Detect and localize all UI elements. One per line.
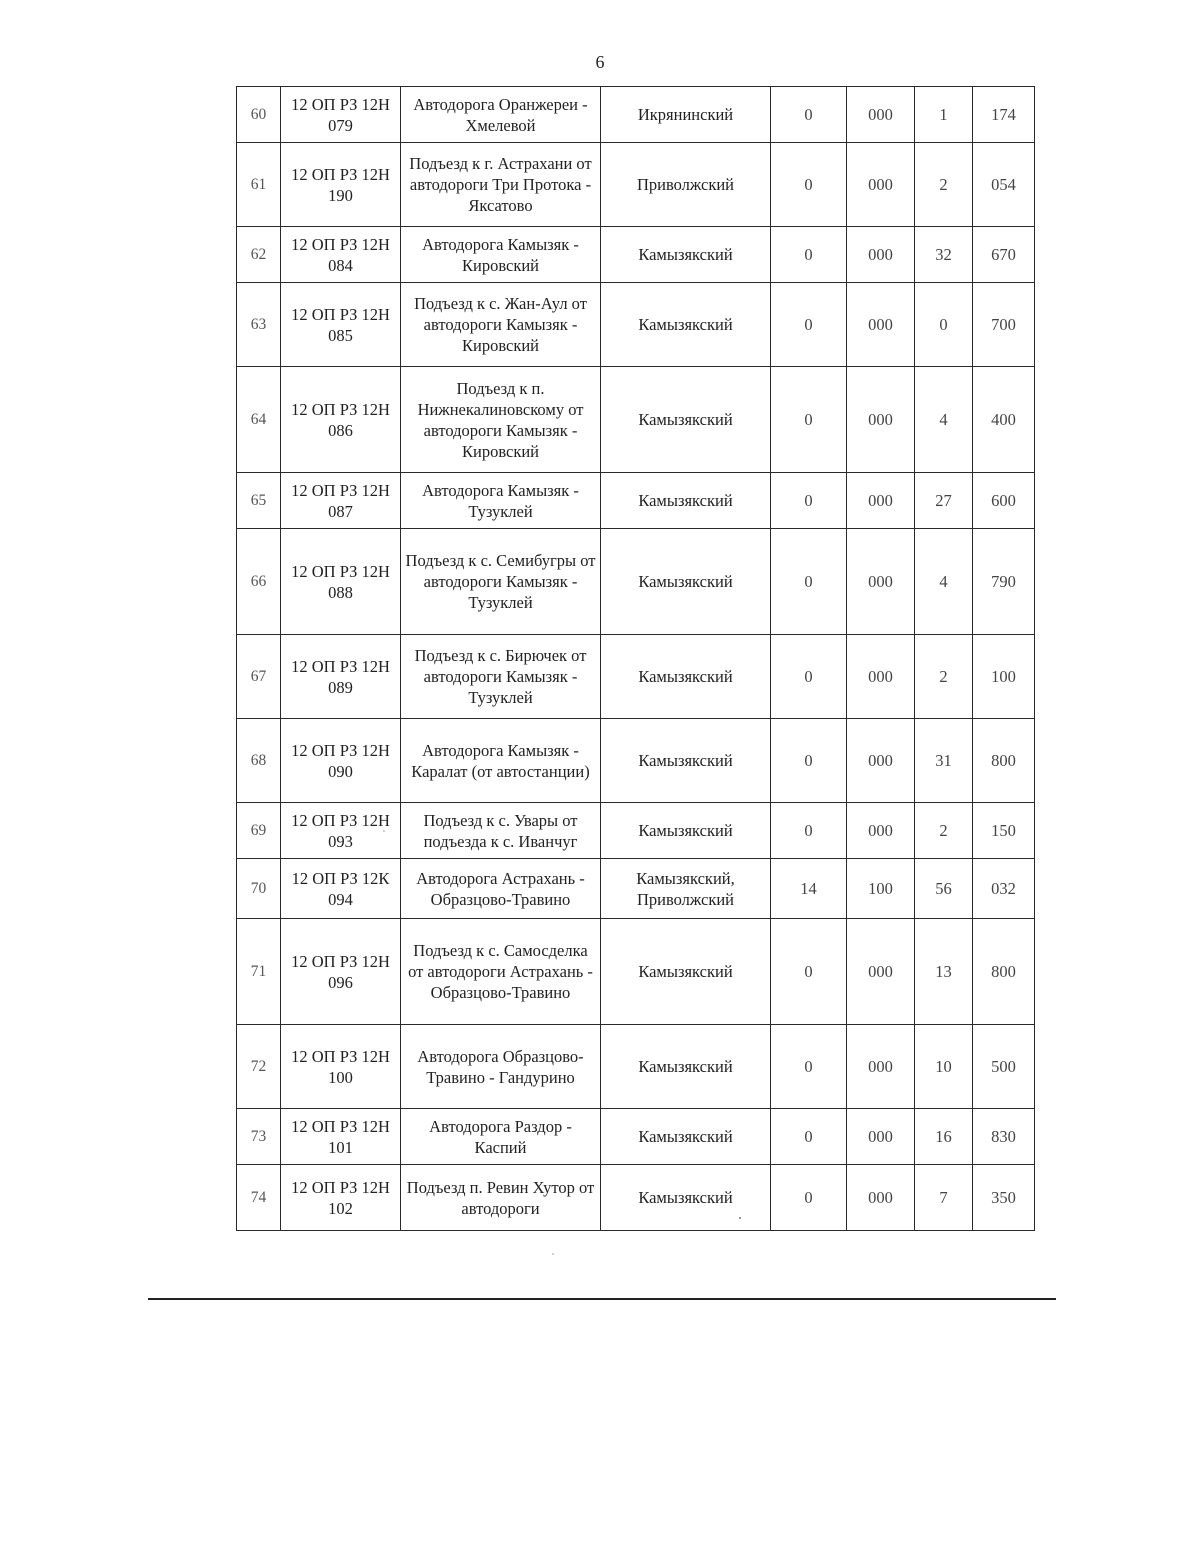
road-code: 12 ОП РЗ 12Н 086 bbox=[281, 367, 401, 473]
start-km: 0 bbox=[771, 87, 847, 143]
length-m: 700 bbox=[973, 283, 1035, 367]
road-name: Подъезд п. Ревин Хутор от автодороги bbox=[401, 1165, 601, 1231]
row-number: 73 bbox=[237, 1109, 281, 1165]
start-m: 000 bbox=[847, 283, 915, 367]
row-number: 62 bbox=[237, 227, 281, 283]
length-m: 032 bbox=[973, 859, 1035, 919]
length-km: 4 bbox=[915, 529, 973, 635]
length-km: 2 bbox=[915, 635, 973, 719]
start-km: 0 bbox=[771, 473, 847, 529]
table-row bbox=[237, 919, 1035, 1025]
length-km: 16 bbox=[915, 1109, 973, 1165]
footer-rule bbox=[148, 1298, 1056, 1300]
road-name: Подъезд к с. Жан-Аул от автодороги Камызяк - Кировский bbox=[401, 283, 601, 367]
start-km: 0 bbox=[771, 367, 847, 473]
road-name: Подъезд к с. Увары от подъезда к с. Иванчуг bbox=[401, 803, 601, 859]
start-m: 000 bbox=[847, 919, 915, 1025]
row-number: 63 bbox=[237, 283, 281, 367]
table-row bbox=[237, 87, 1035, 143]
length-m: 830 bbox=[973, 1109, 1035, 1165]
start-m: 000 bbox=[847, 803, 915, 859]
length-m: 054 bbox=[973, 143, 1035, 227]
length-m: 174 bbox=[973, 87, 1035, 143]
start-m: 000 bbox=[847, 1109, 915, 1165]
length-m: 150 bbox=[973, 803, 1035, 859]
start-km: 0 bbox=[771, 1025, 847, 1109]
road-code: 12 ОП РЗ 12Н 096 bbox=[281, 919, 401, 1025]
length-m: 500 bbox=[973, 1025, 1035, 1109]
length-m: 790 bbox=[973, 529, 1035, 635]
row-number: 72 bbox=[237, 1025, 281, 1109]
road-name: Автодорога Раздор - Каспий bbox=[401, 1109, 601, 1165]
start-m: 000 bbox=[847, 473, 915, 529]
road-name: Подъезд к п. Нижнекалиновскому от автодороги Камызяк - Кировский bbox=[401, 367, 601, 473]
length-km: 13 bbox=[915, 919, 973, 1025]
row-number: 61 bbox=[237, 143, 281, 227]
district-name: Приволжский bbox=[601, 143, 771, 227]
table-row bbox=[237, 227, 1035, 283]
length-km: 4 bbox=[915, 367, 973, 473]
table-body bbox=[237, 87, 1035, 1231]
length-km: 2 bbox=[915, 803, 973, 859]
district-name: Камызякский bbox=[601, 1109, 771, 1165]
length-m: 400 bbox=[973, 367, 1035, 473]
road-name: Подъезд к с. Бирючек от автодороги Камызяк - Тузуклей bbox=[401, 635, 601, 719]
start-km: 0 bbox=[771, 227, 847, 283]
start-km: 0 bbox=[771, 283, 847, 367]
start-km: 0 bbox=[771, 919, 847, 1025]
table-row bbox=[237, 719, 1035, 803]
road-code: 12 ОП РЗ 12К 094 bbox=[281, 859, 401, 919]
length-km: 0 bbox=[915, 283, 973, 367]
start-km: 0 bbox=[771, 529, 847, 635]
row-number: 74 bbox=[237, 1165, 281, 1231]
row-number: 68 bbox=[237, 719, 281, 803]
length-km: 1 bbox=[915, 87, 973, 143]
start-m: 000 bbox=[847, 719, 915, 803]
road-name: Автодорога Образцово-Травино - Гандурино bbox=[401, 1025, 601, 1109]
row-number: 65 bbox=[237, 473, 281, 529]
district-name: Икрянинский bbox=[601, 87, 771, 143]
length-km: 31 bbox=[915, 719, 973, 803]
scan-speck bbox=[552, 1253, 554, 1255]
row-number: 69 bbox=[237, 803, 281, 859]
length-km: 10 bbox=[915, 1025, 973, 1109]
road-code: 12 ОП РЗ 12Н 085 bbox=[281, 283, 401, 367]
row-number: 71 bbox=[237, 919, 281, 1025]
start-km: 0 bbox=[771, 719, 847, 803]
start-km: 0 bbox=[771, 1109, 847, 1165]
roads-table bbox=[236, 86, 1035, 1231]
row-number: 70 bbox=[237, 859, 281, 919]
table-row bbox=[237, 635, 1035, 719]
start-km: 0 bbox=[771, 143, 847, 227]
district-name: Камызякский bbox=[601, 227, 771, 283]
length-m: 670 bbox=[973, 227, 1035, 283]
road-code: 12 ОП РЗ 12Н 090 bbox=[281, 719, 401, 803]
page-number: 6 bbox=[595, 52, 605, 72]
start-m: 000 bbox=[847, 1165, 915, 1231]
district-name: Камызякский bbox=[601, 367, 771, 473]
table-row bbox=[237, 859, 1035, 919]
start-km: 0 bbox=[771, 803, 847, 859]
table-row bbox=[237, 1165, 1035, 1231]
road-name: Автодорога Камызяк - Каралат (от автостанции) bbox=[401, 719, 601, 803]
district-name: Камызякский bbox=[601, 635, 771, 719]
road-name: Автодорога Камызяк - Тузуклей bbox=[401, 473, 601, 529]
length-m: 800 bbox=[973, 919, 1035, 1025]
table-row bbox=[237, 529, 1035, 635]
start-m: 000 bbox=[847, 529, 915, 635]
district-name: Камызякский bbox=[601, 529, 771, 635]
road-name: Подъезд к г. Астрахани от автодороги Три Протока - Яксатово bbox=[401, 143, 601, 227]
district-name: Камызякский, Приволжский bbox=[601, 859, 771, 919]
table-row bbox=[237, 367, 1035, 473]
road-name: Автодорога Оранжереи - Хмелевой bbox=[401, 87, 601, 143]
road-name: Автодорога Камызяк - Кировский bbox=[401, 227, 601, 283]
road-name: Подъезд к с. Семибугры от автодороги Камызяк - Тузуклей bbox=[401, 529, 601, 635]
row-number: 67 bbox=[237, 635, 281, 719]
district-name: Камызякский bbox=[601, 803, 771, 859]
road-code: 12 ОП РЗ 12Н 087 bbox=[281, 473, 401, 529]
district-name: Камызякский bbox=[601, 1025, 771, 1109]
row-number: 60 bbox=[237, 87, 281, 143]
length-km: 56 bbox=[915, 859, 973, 919]
start-m: 000 bbox=[847, 87, 915, 143]
start-km: 0 bbox=[771, 1165, 847, 1231]
road-code: 12 ОП РЗ 12Н 088 bbox=[281, 529, 401, 635]
district-name: Камызякский bbox=[601, 283, 771, 367]
road-code: 12 ОП РЗ 12Н 101 bbox=[281, 1109, 401, 1165]
road-code: 12 ОП РЗ 12Н 100 bbox=[281, 1025, 401, 1109]
table-row bbox=[237, 1025, 1035, 1109]
start-km: 0 bbox=[771, 635, 847, 719]
start-m: 000 bbox=[847, 635, 915, 719]
road-code: 12 ОП РЗ 12Н 079 bbox=[281, 87, 401, 143]
start-km: 14 bbox=[771, 859, 847, 919]
table-row bbox=[237, 143, 1035, 227]
row-number: 64 bbox=[237, 367, 281, 473]
road-name: Автодорога Астрахань - Образцово-Травино bbox=[401, 859, 601, 919]
district-name: Камызякский bbox=[601, 473, 771, 529]
district-name: Камызякский bbox=[601, 919, 771, 1025]
length-km: 27 bbox=[915, 473, 973, 529]
road-name: Подъезд к с. Самосделка от автодороги Астрахань - Образцово-Травино bbox=[401, 919, 601, 1025]
start-m: 000 bbox=[847, 143, 915, 227]
table-row bbox=[237, 1109, 1035, 1165]
start-m: 000 bbox=[847, 367, 915, 473]
row-number: 66 bbox=[237, 529, 281, 635]
district-name: Камызякский bbox=[601, 1165, 771, 1231]
table-row bbox=[237, 473, 1035, 529]
start-m: 000 bbox=[847, 227, 915, 283]
district-name: Камызякский bbox=[601, 719, 771, 803]
length-m: 350 bbox=[973, 1165, 1035, 1231]
length-km: 32 bbox=[915, 227, 973, 283]
length-m: 600 bbox=[973, 473, 1035, 529]
road-code: 12 ОП РЗ 12Н 093 bbox=[281, 803, 401, 859]
table-row bbox=[237, 283, 1035, 367]
start-m: 000 bbox=[847, 1025, 915, 1109]
length-km: 2 bbox=[915, 143, 973, 227]
length-km: 7 bbox=[915, 1165, 973, 1231]
length-m: 100 bbox=[973, 635, 1035, 719]
road-code: 12 ОП РЗ 12Н 102 bbox=[281, 1165, 401, 1231]
road-code: 12 ОП РЗ 12Н 190 bbox=[281, 143, 401, 227]
length-m: 800 bbox=[973, 719, 1035, 803]
road-code: 12 ОП РЗ 12Н 084 bbox=[281, 227, 401, 283]
road-code: 12 ОП РЗ 12Н 089 bbox=[281, 635, 401, 719]
start-m: 100 bbox=[847, 859, 915, 919]
table-row bbox=[237, 803, 1035, 859]
